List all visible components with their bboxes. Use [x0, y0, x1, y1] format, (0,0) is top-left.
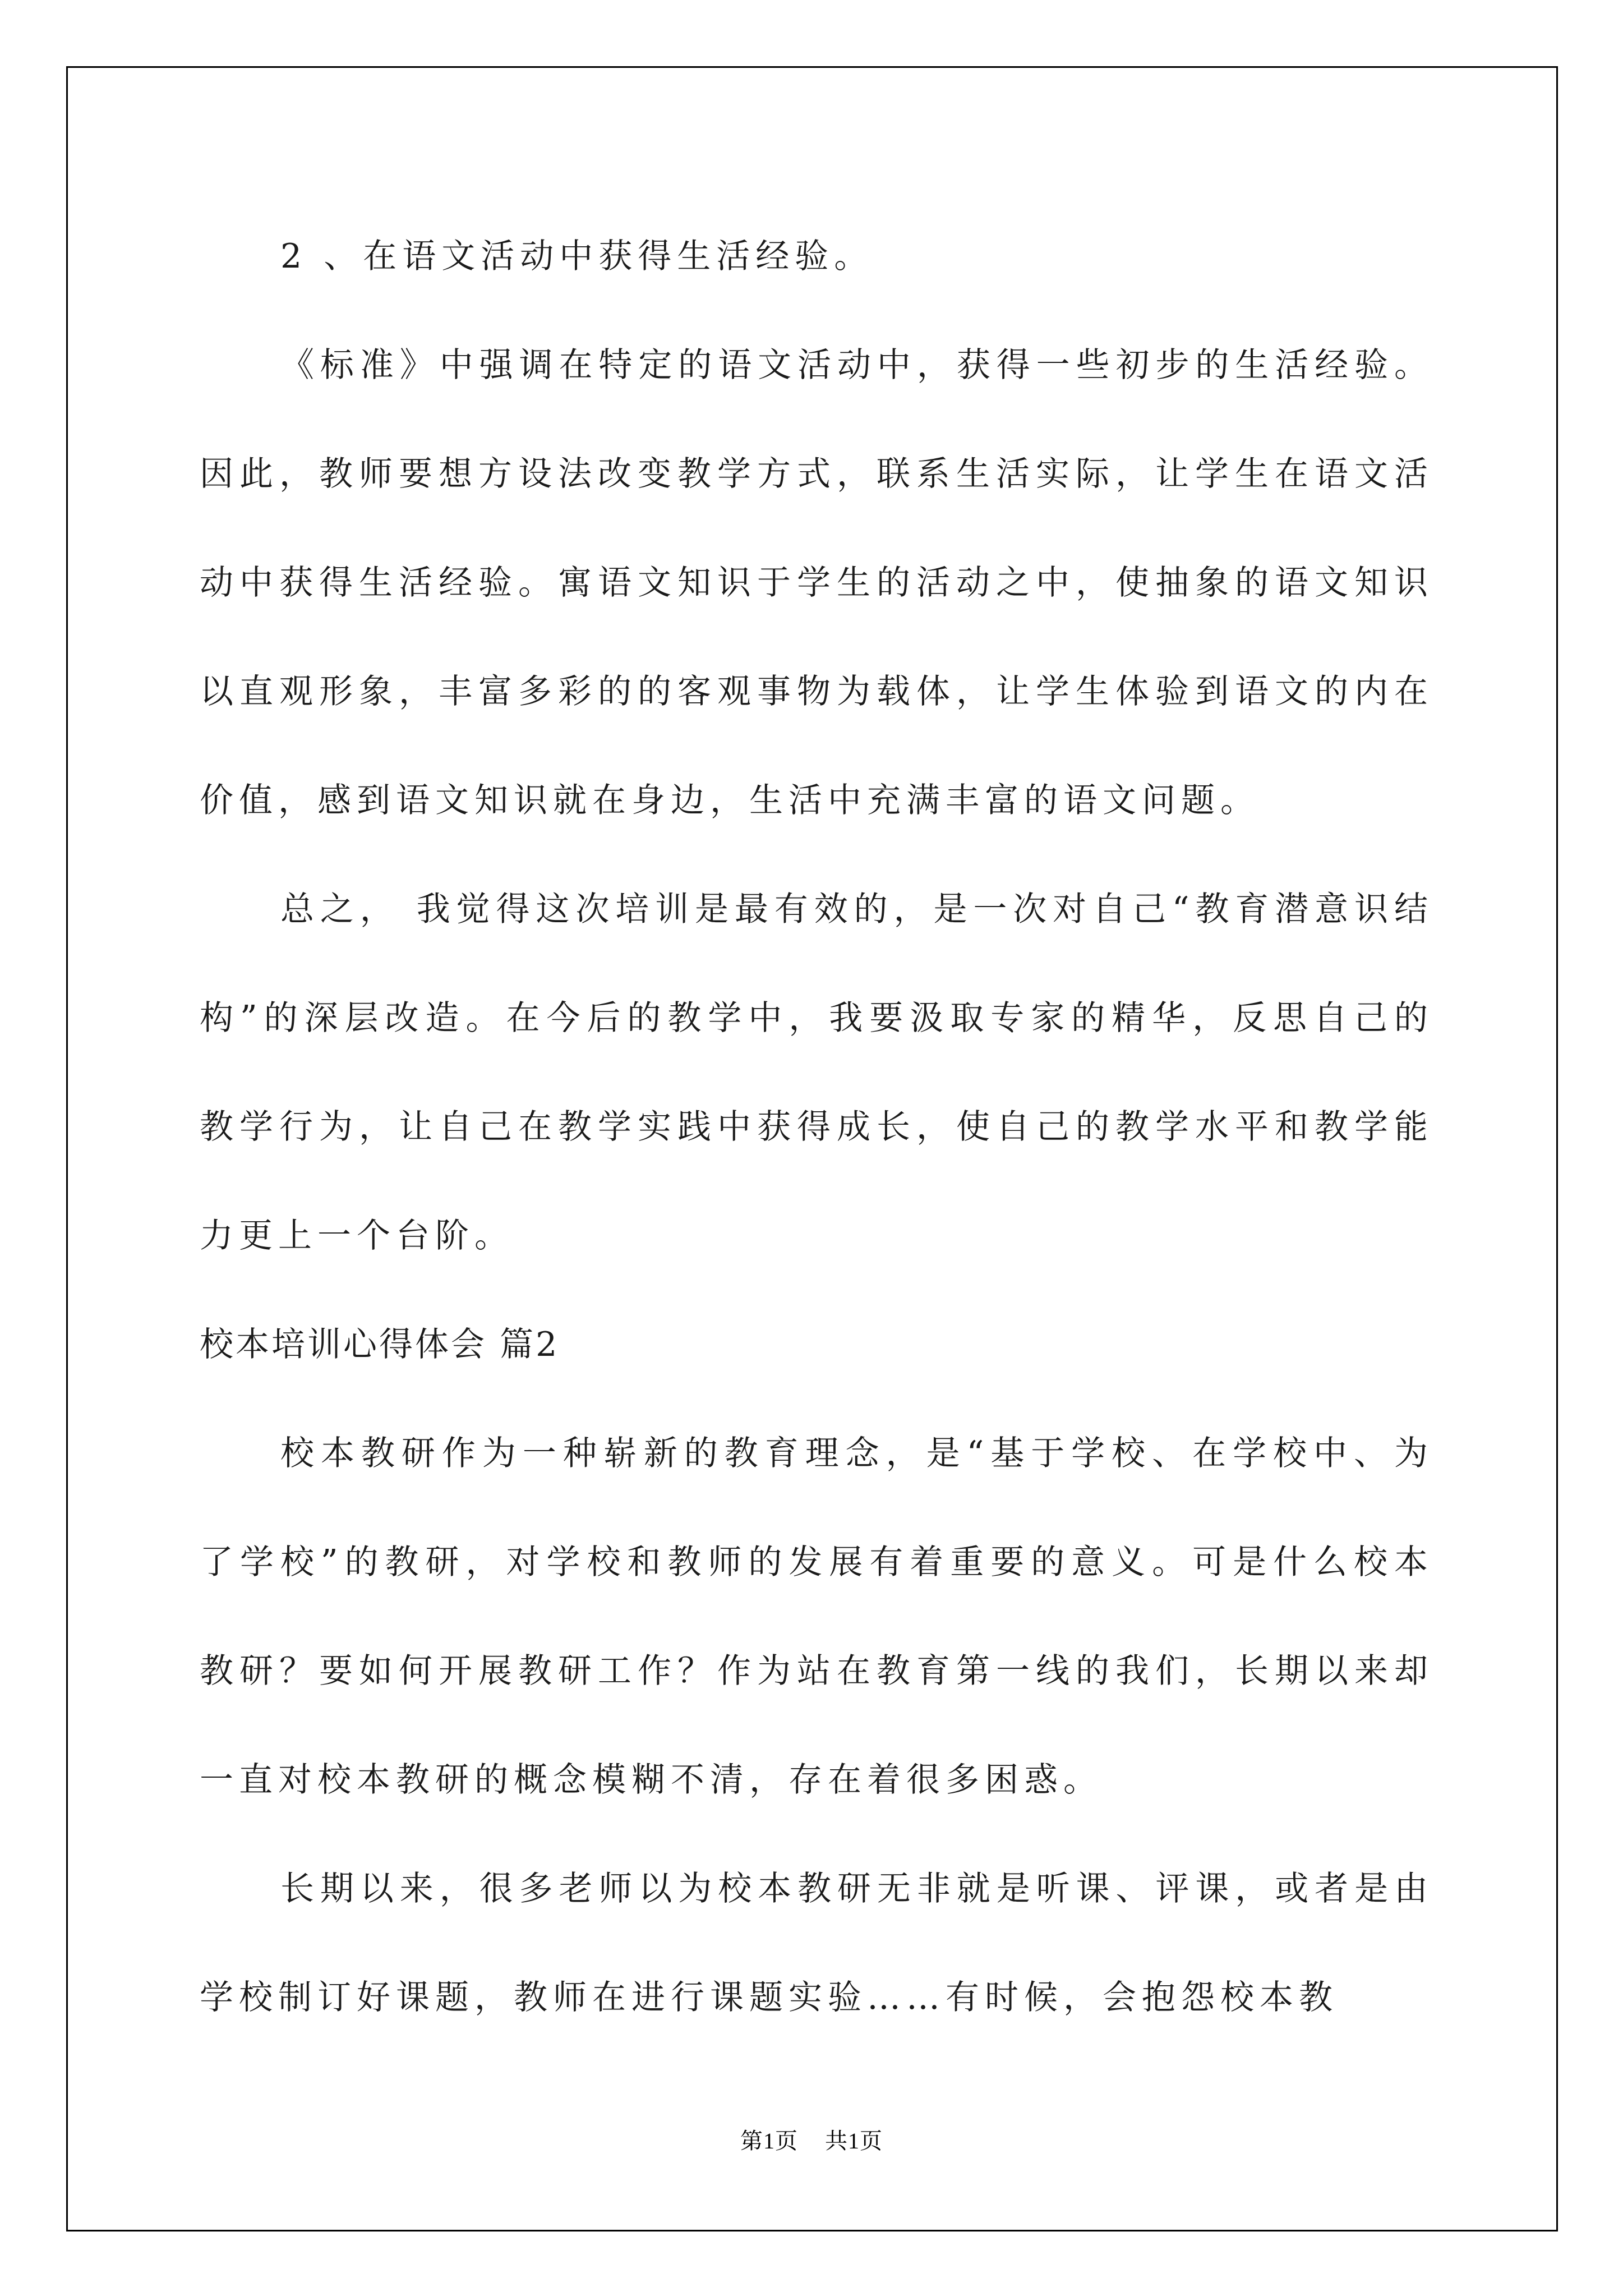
page-footer [0, 2123, 1623, 2155]
page-number: 第1页 [740, 2128, 798, 2154]
paragraph: 《标准》中强调在特定的语文活动中，获得一些初步的生活经验。因此，教师要想方设法改变教学方式，联系生活实际，让学生在语文活动中获得生活经验。寓语文知识于学生的活动之中，使抽象的语文知识以直观形象，丰富多彩的的客观事物为载体，让学生体验到语文的内在价值，感到语文知识就在身边，生活中充满丰富的语文问题。 [200, 346, 1433, 820]
paragraph: 2 、在语文活动中获得生活经验。 [280, 237, 874, 276]
page-total: 共1页 [825, 2128, 883, 2154]
section-heading: 校本培训心得体会 篇2 [200, 1325, 560, 1364]
document-body [200, 202, 1433, 2052]
paragraph: 长期以来，很多老师以为校本教研无非就是听课、评课，或者是由学校制订好课题，教师在进行课题实验……有时候，会抱怨校本教 [200, 1869, 1433, 2017]
paragraph: 总之， 我觉得这次培训是最有效的，是一次对自己“教育潜意识结构”的深层改造。在今后的教学中，我要汲取专家的精华，反思自己的教学行为，让自己在教学实践中获得成长，使自己的教学水平和教学能力更上一个台阶。 [200, 890, 1433, 1255]
paragraph: 校本教研作为一种崭新的教育理念，是“基于学校、在学校中、为了学校”的教研，对学校和教师的发展有着重要的意义。可是什么校本教研？要如何开展教研工作？作为站在教育第一线的我们，长期以来却一直对校本教研的概念模糊不清，存在着很多困惑。 [200, 1434, 1433, 1800]
